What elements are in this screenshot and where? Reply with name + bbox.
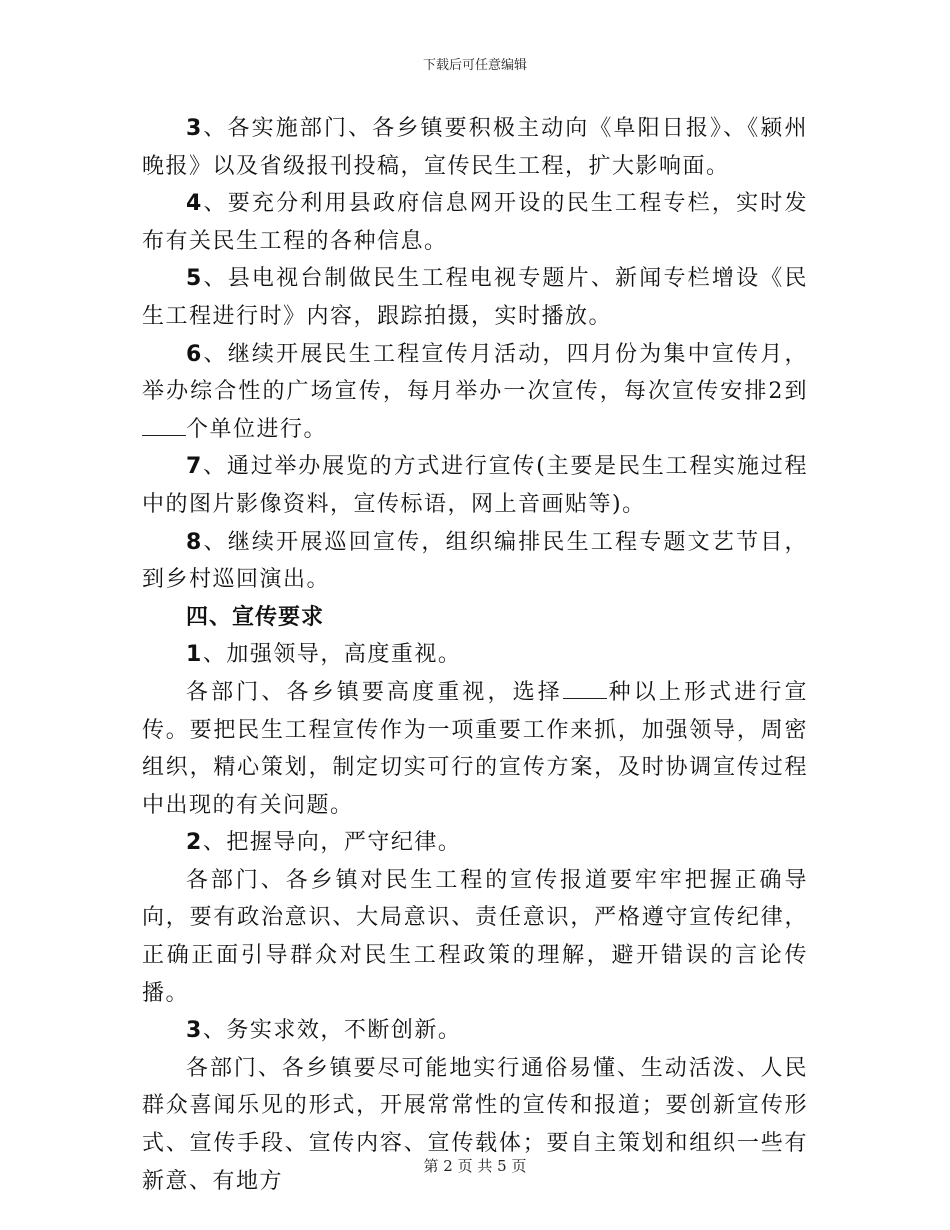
item-text: 、继续开展民生工程宣传月活动，四月份为集中宣传月，举办综合性的广场宣传，每月举办一次宣传，每次宣传安排2到 (142, 341, 808, 405)
item-5 (142, 260, 808, 335)
item-3 (142, 110, 808, 185)
subsection-number: 3 (186, 1018, 203, 1044)
fill-in-blank (142, 415, 186, 436)
item-text: 、通过举办展览的方式进行宣传(主要是民生工程实施过程中的图片影像资料，宣传标语，网上音画贴等)。 (142, 454, 808, 517)
subsection-2-title (142, 824, 808, 862)
subsection-title-text: 、务实求效，不断创新。 (202, 1018, 462, 1044)
item-4 (142, 185, 808, 260)
subsection-number: 2 (186, 830, 203, 856)
item-text-continued: 个单位进行。 (186, 416, 328, 442)
subsection-number: 1 (186, 642, 203, 668)
document-body (142, 110, 808, 1200)
section-heading: 四、宣传要求 (186, 604, 325, 630)
item-text: 、各实施部门、各乡镇要积极主动向《阜阳日报》、《颍州晚报》以及省级报刊投稿，宣传民生工程，扩大影响面。 (142, 116, 808, 179)
subsection-title-text: 、把握导向，严守纪律。 (202, 830, 462, 856)
subsection-3-body: 各部门、各乡镇要尽可能地实行通俗易懂、生动活泼、人民群众喜闻乐见的形式，开展常常性的宣传和报道；要创新宣传形式、宣传手段、宣传内容、宣传载体；要自主策划和组织一些有新意、有地方 (142, 1055, 808, 1194)
item-6 (142, 336, 808, 449)
header-note: 下载后可任意编辑 (422, 58, 527, 73)
fill-in-blank (563, 678, 607, 699)
body-text-continued: 种以上形式进行宣传。要把民生工程宣传作为一项重要工作来抓，加强领导，周密组织，精心策划，制定切实可行的宣传方案，及时协调宣传过程中出现的有关问题。 (142, 679, 808, 818)
subsection-3-title (142, 1012, 808, 1050)
item-number: 3 (186, 116, 203, 141)
item-number: 5 (186, 266, 203, 292)
subsection-1-body (142, 674, 808, 824)
item-number: 4 (186, 191, 203, 217)
item-8 (142, 524, 808, 599)
item-number: 7 (186, 454, 203, 480)
item-text: 、继续开展巡回宣传，组织编排民生工程专题文艺节目，到乡村巡回演出。 (142, 529, 808, 593)
page-number: 第 2 页 共 5 页 (423, 1157, 527, 1175)
item-number: 8 (186, 529, 203, 555)
subsection-2-body: 各部门、各乡镇对民生工程的宣传报道要牢牢把握正确导向，要有政治意识、大局意识、责任意识，严格遵守宣传纪律，正确正面引导群众对民生工程政策的理解，避开错误的言论传播。 (142, 867, 808, 1006)
subsection-1-title (142, 636, 808, 674)
item-7 (142, 448, 808, 523)
item-text: 、要充分利用县政府信息网开设的民生工程专栏，实时发布有关民生工程的各种信息。 (142, 191, 808, 254)
item-number: 6 (186, 341, 203, 367)
item-text: 、县电视台制做民生工程电视专题片、新闻专栏增设《民生工程进行时》内容，跟踪拍摄，实时播放。 (142, 266, 808, 329)
subsection-title-text: 、加强领导，高度重视。 (202, 642, 462, 668)
body-text: 各部门、各乡镇要高度重视，选择 (186, 679, 563, 705)
